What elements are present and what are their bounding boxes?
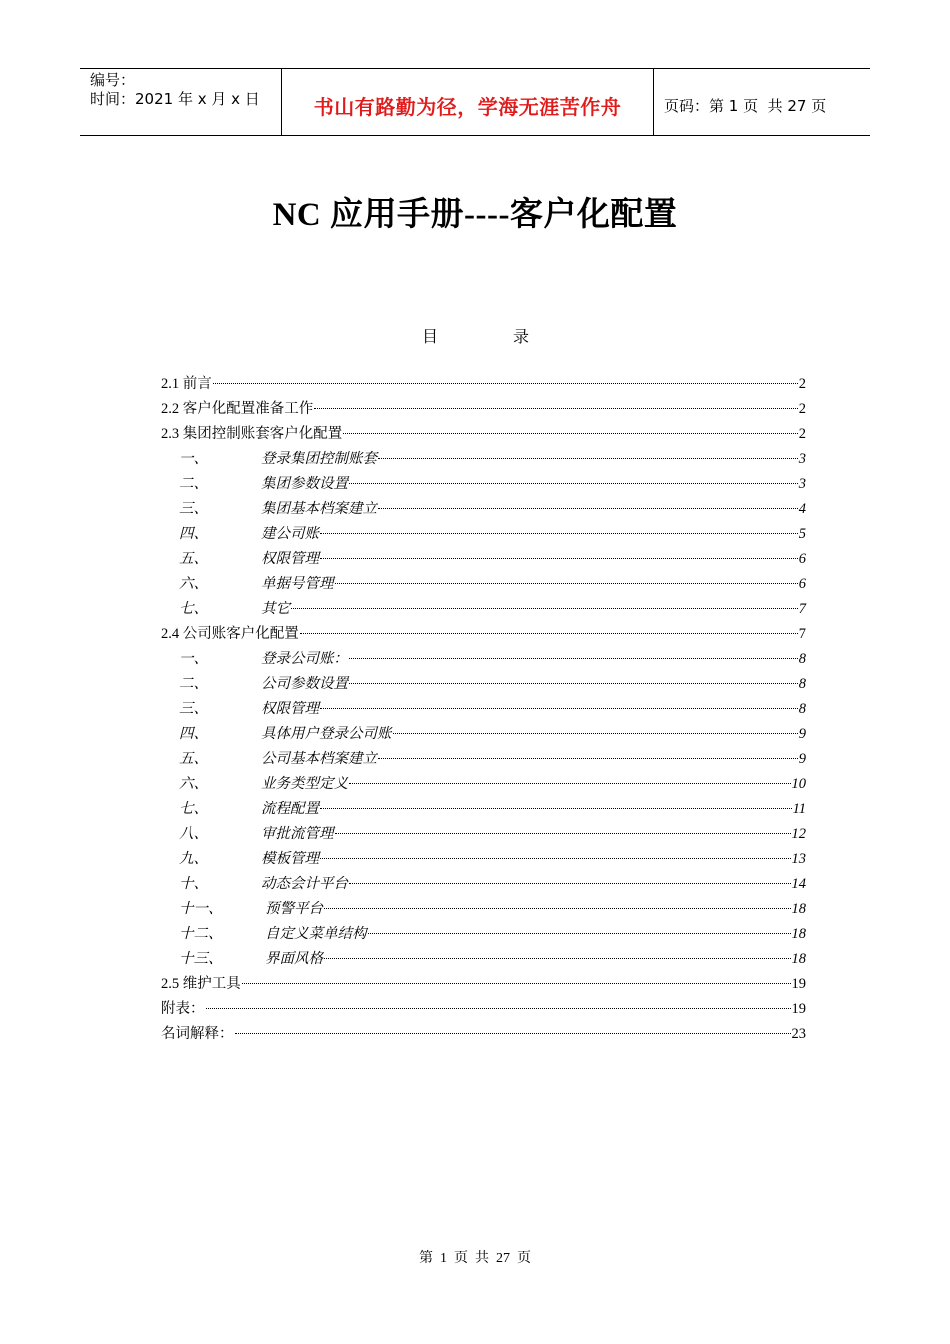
table-of-contents bbox=[161, 372, 806, 1047]
toc-dot-leader bbox=[378, 444, 798, 460]
toc-entry-label: 业务类型定义 bbox=[261, 776, 348, 792]
toc-dot-leader bbox=[320, 519, 798, 535]
toc-entry-label: 集团基本档案建立 bbox=[261, 501, 377, 517]
toc-entry-page: 3 bbox=[798, 476, 806, 492]
header-meta bbox=[80, 69, 281, 135]
toc-entry-page: 3 bbox=[798, 451, 806, 467]
toc-entry-page: 6 bbox=[798, 551, 806, 567]
toc-heading-char-2: 录 bbox=[513, 329, 530, 346]
toc-dot-leader bbox=[235, 1019, 791, 1035]
toc-entry-label: 权限管理 bbox=[261, 701, 319, 717]
toc-heading bbox=[0, 324, 950, 348]
toc-entry-page: 12 bbox=[791, 826, 806, 842]
toc-entry-label: 名词解释： bbox=[161, 1026, 234, 1042]
toc-dot-leader bbox=[335, 569, 798, 585]
toc-entry-label: 2.4 公司账客户化配置 bbox=[161, 626, 299, 642]
toc-dot-leader bbox=[349, 869, 791, 885]
page-footer: 第 1 页 共 27 页 bbox=[419, 1251, 531, 1266]
toc-dot-leader bbox=[335, 819, 791, 835]
toc-entry-page: 19 bbox=[791, 976, 806, 992]
toc-dot-leader bbox=[320, 794, 792, 810]
toc-entry-page: 7 bbox=[798, 601, 806, 617]
toc-entry-label: 界面风格 bbox=[265, 951, 323, 967]
toc-entry-label: 2.3 集团控制账套客户化配置 bbox=[161, 426, 343, 442]
toc-entry-label: 附表： bbox=[161, 1001, 205, 1017]
toc-entry-page: 18 bbox=[791, 951, 806, 967]
date-label: 时间：2021 年 x 月 x 日 bbox=[90, 90, 260, 108]
toc-entry-page: 6 bbox=[798, 576, 806, 592]
toc-entry-number: 三、 bbox=[179, 501, 208, 517]
toc-entry-number: 八、 bbox=[179, 826, 208, 842]
toc-entry-label: 公司基本档案建立 bbox=[261, 751, 377, 767]
toc-entry-number: 六、 bbox=[179, 776, 208, 792]
toc-entry-number: 五、 bbox=[179, 751, 208, 767]
toc-entry-label: 权限管理 bbox=[261, 551, 319, 567]
toc-entry-page: 7 bbox=[798, 626, 806, 642]
toc-entry-page: 2 bbox=[798, 426, 806, 442]
toc-entry-number: 六、 bbox=[179, 576, 208, 592]
toc-dot-leader bbox=[349, 644, 798, 660]
toc-entry-label: 模板管理 bbox=[261, 851, 319, 867]
toc-dot-leader bbox=[314, 394, 798, 410]
toc-entry-page: 13 bbox=[791, 851, 806, 867]
toc-entry-page: 11 bbox=[792, 801, 806, 817]
toc-entry-page: 8 bbox=[798, 701, 806, 717]
toc-dot-leader bbox=[320, 844, 791, 860]
toc-entry-number: 一、 bbox=[179, 451, 208, 467]
toc-entry-number: 七、 bbox=[179, 801, 208, 817]
toc-entry-page: 2 bbox=[798, 401, 806, 417]
toc-entry[interactable] bbox=[161, 1022, 806, 1047]
toc-entry-page: 9 bbox=[798, 751, 806, 767]
toc-entry-page: 18 bbox=[791, 901, 806, 917]
toc-dot-leader bbox=[349, 469, 798, 485]
toc-entry-label: 预警平台 bbox=[265, 901, 323, 917]
header-page-info: 页码：第 1 页 共 27 页 bbox=[664, 96, 827, 115]
toc-dot-leader bbox=[324, 894, 791, 910]
toc-dot-leader bbox=[320, 694, 798, 710]
toc-dot-leader bbox=[242, 969, 791, 985]
toc-dot-leader bbox=[349, 669, 798, 685]
toc-dot-leader bbox=[206, 994, 791, 1010]
toc-entry-number: 二、 bbox=[179, 676, 208, 692]
toc-entry-number: 十一、 bbox=[179, 901, 223, 917]
toc-entry-page: 4 bbox=[798, 501, 806, 517]
toc-heading-char-1: 目 bbox=[422, 329, 439, 346]
toc-entry-number: 五、 bbox=[179, 551, 208, 567]
toc-entry-number: 四、 bbox=[179, 726, 208, 742]
header-motto: 书山有路勤为径，学海无涯苦作舟 bbox=[313, 94, 622, 119]
toc-dot-leader bbox=[324, 944, 791, 960]
page-header bbox=[80, 68, 870, 136]
toc-entry-label: 2.5 维护工具 bbox=[161, 976, 241, 992]
toc-entry-page: 8 bbox=[798, 676, 806, 692]
toc-dot-leader bbox=[300, 619, 798, 635]
toc-dot-leader bbox=[378, 744, 798, 760]
toc-entry-number: 十三、 bbox=[179, 951, 223, 967]
toc-entry-number: 一、 bbox=[179, 651, 208, 667]
toc-entry-page: 19 bbox=[791, 1001, 806, 1017]
toc-dot-leader bbox=[393, 719, 798, 735]
toc-entry-number: 二、 bbox=[179, 476, 208, 492]
header-motto-cell bbox=[281, 69, 654, 135]
toc-entry-label: 其它 bbox=[261, 601, 290, 617]
toc-entry-label: 审批流管理 bbox=[261, 826, 334, 842]
toc-dot-leader bbox=[378, 494, 798, 510]
toc-entry-page: 10 bbox=[791, 776, 806, 792]
toc-entry-label: 2.2 客户化配置准备工作 bbox=[161, 401, 314, 417]
toc-entry-number: 十二、 bbox=[179, 926, 223, 942]
document-title: NC 应用手册----客户化配置 bbox=[272, 197, 678, 233]
toc-entry-page: 5 bbox=[798, 526, 806, 542]
toc-entry-number: 九、 bbox=[179, 851, 208, 867]
toc-entry-label: 登录公司账： bbox=[261, 651, 348, 667]
toc-entry-label: 具体用户登录公司账 bbox=[261, 726, 392, 742]
toc-entry-number: 七、 bbox=[179, 601, 208, 617]
toc-entry-page: 23 bbox=[791, 1026, 806, 1042]
number-label: 编号： bbox=[90, 71, 136, 89]
toc-entry-label: 自定义菜单结构 bbox=[265, 926, 367, 942]
toc-entry-number: 十、 bbox=[179, 876, 208, 892]
toc-entry-label: 流程配置 bbox=[261, 801, 319, 817]
toc-dot-leader bbox=[320, 544, 798, 560]
toc-entry-label: 单据号管理 bbox=[261, 576, 334, 592]
toc-entry-label: 建公司账 bbox=[261, 526, 319, 542]
toc-dot-leader bbox=[349, 769, 791, 785]
toc-entry-page: 9 bbox=[798, 726, 806, 742]
toc-entry-label: 集团参数设置 bbox=[261, 476, 348, 492]
toc-entry-number: 三、 bbox=[179, 701, 208, 717]
toc-entry-label: 公司参数设置 bbox=[261, 676, 348, 692]
toc-entry-number: 四、 bbox=[179, 526, 208, 542]
toc-dot-leader bbox=[368, 919, 791, 935]
toc-entry-page: 14 bbox=[791, 876, 806, 892]
toc-entry-label: 动态会计平台 bbox=[261, 876, 348, 892]
toc-entry-page: 8 bbox=[798, 651, 806, 667]
toc-dot-leader bbox=[291, 594, 798, 610]
toc-dot-leader bbox=[343, 419, 798, 435]
toc-entry-page: 2 bbox=[798, 376, 806, 392]
toc-dot-leader bbox=[213, 369, 798, 385]
toc-entry-label: 2.1 前言 bbox=[161, 376, 212, 392]
toc-entry-page: 18 bbox=[791, 926, 806, 942]
toc-entry-label: 登录集团控制账套 bbox=[261, 451, 377, 467]
